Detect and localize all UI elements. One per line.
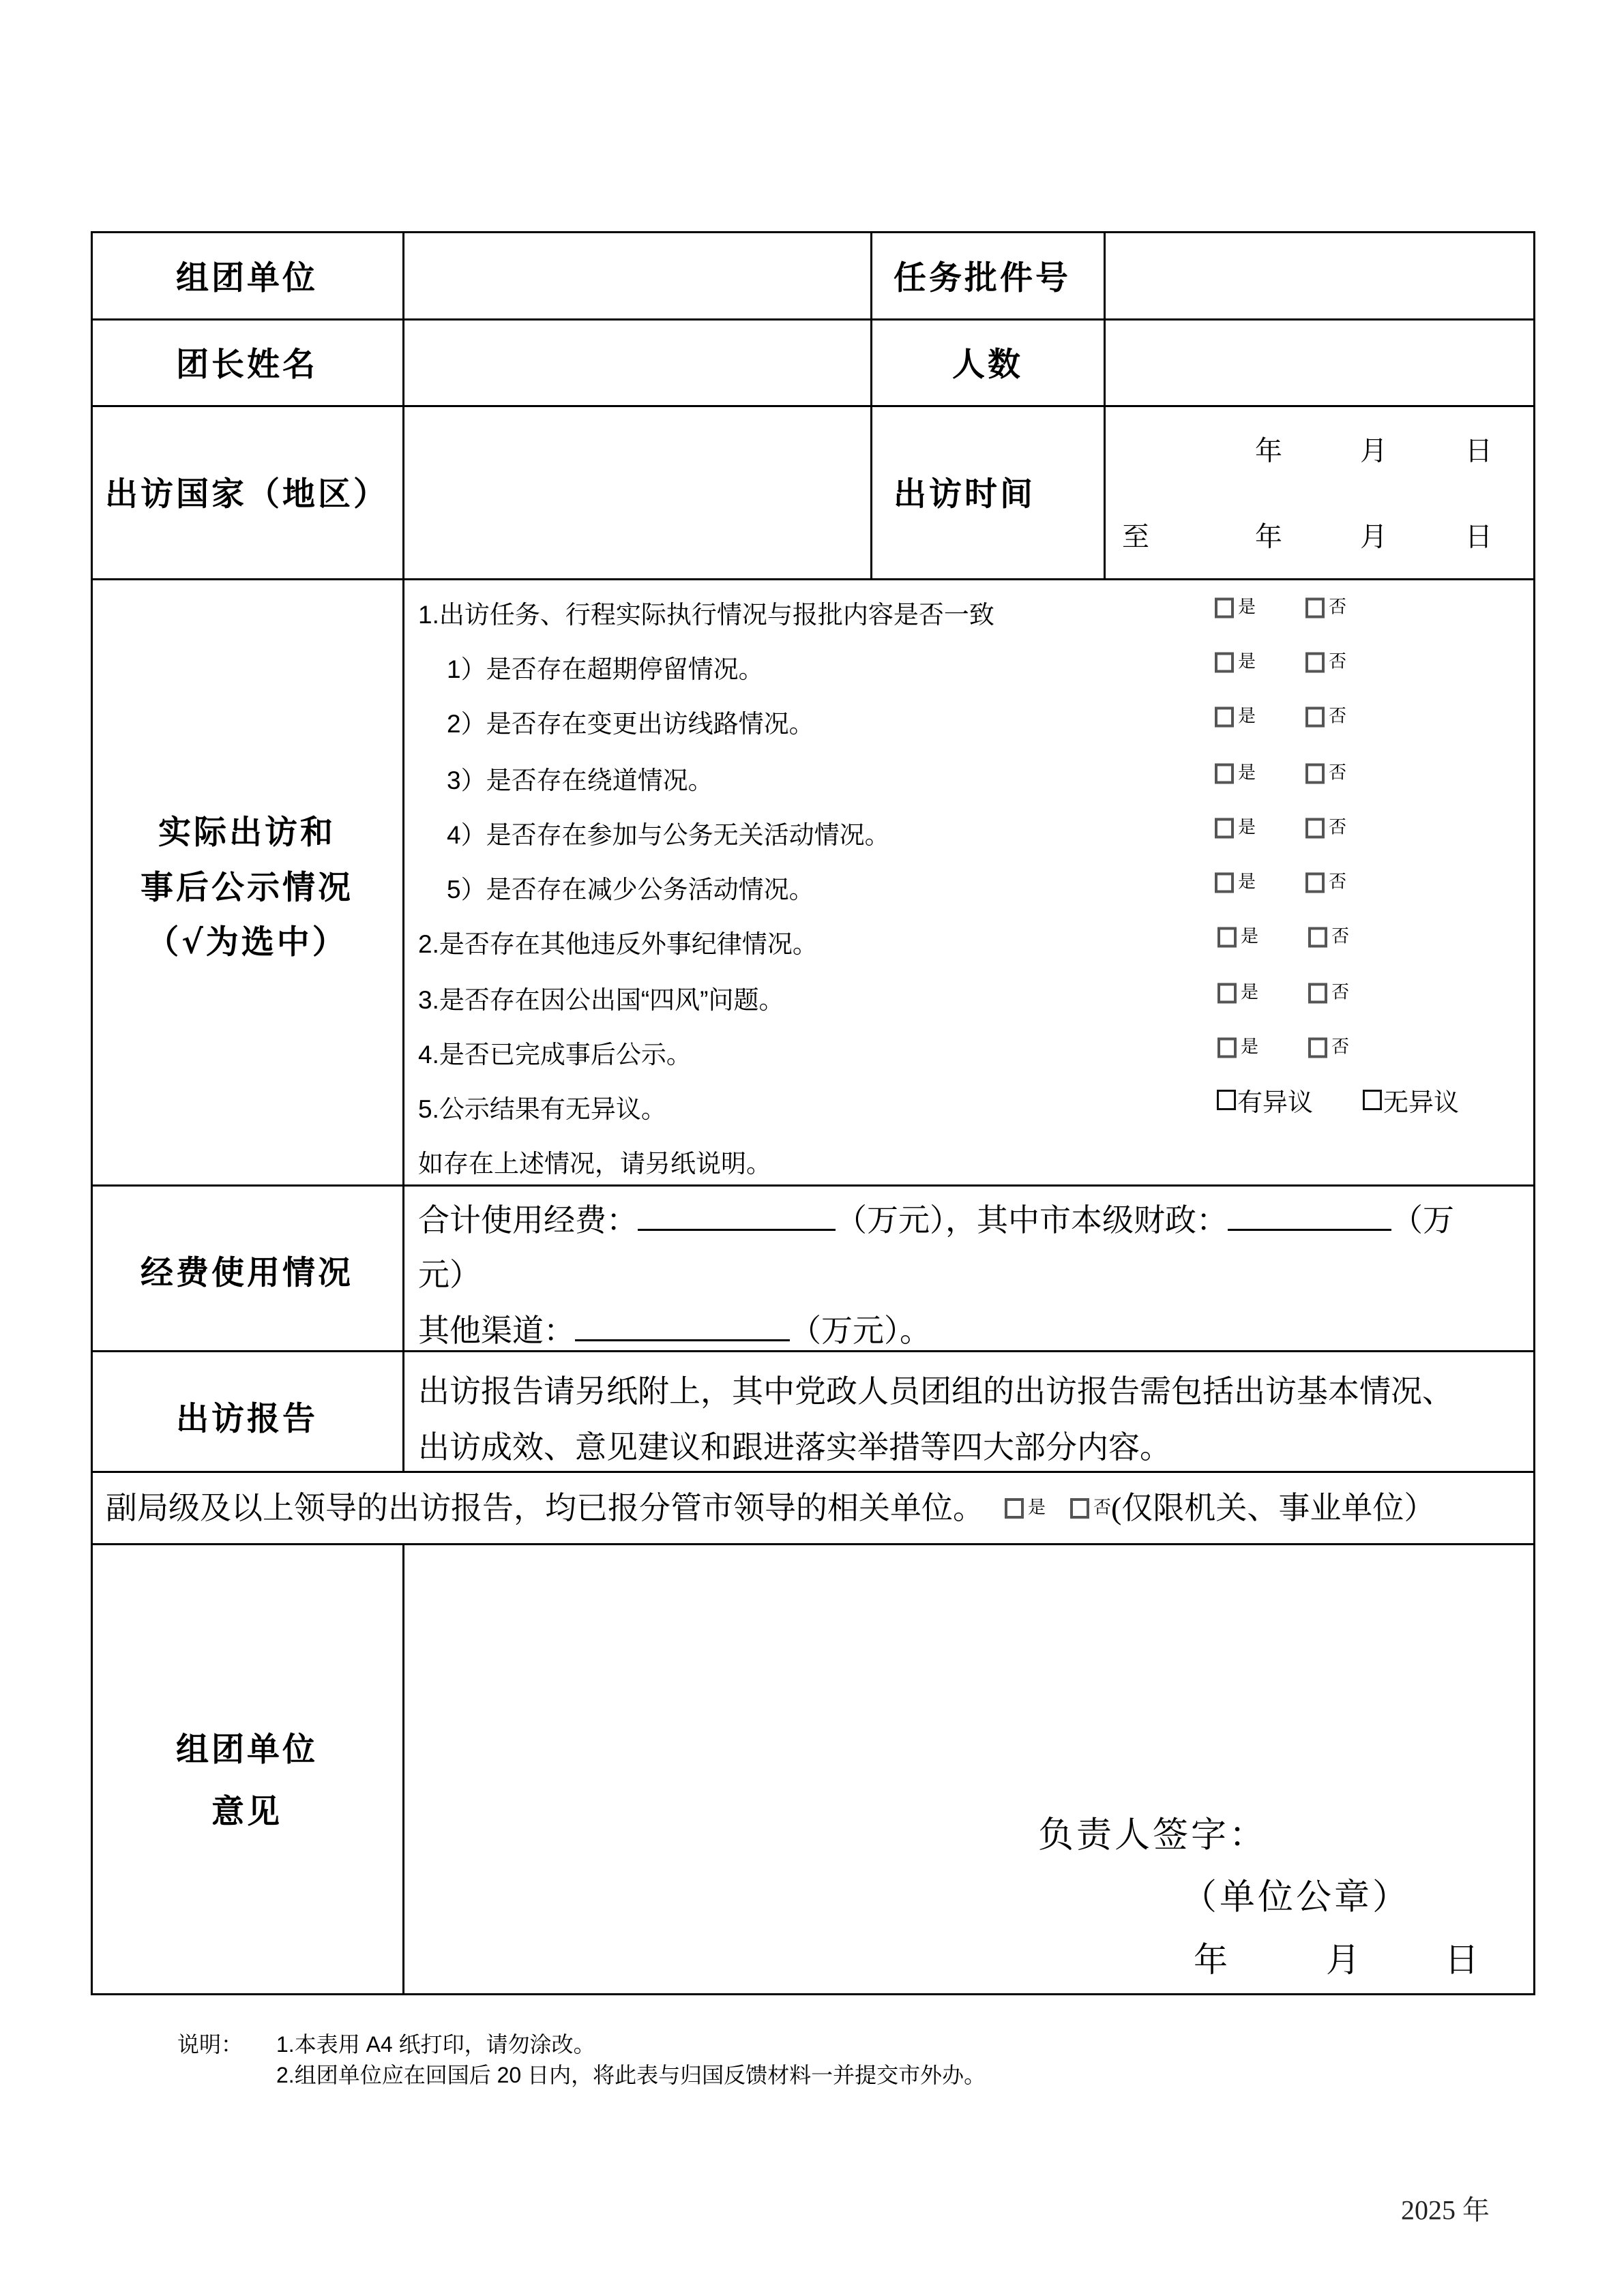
visit-time-label: 出访时间 [893, 475, 1036, 513]
table-border-left [91, 231, 93, 1995]
checklist-item: 4.是否已完成事后公示。 [418, 1041, 692, 1069]
checkbox-icon[interactable] [1308, 983, 1327, 1004]
checkbox-icon[interactable] [1305, 707, 1325, 728]
org-unit-label: 组团单位 [175, 258, 319, 297]
checkbox-icon[interactable] [1215, 598, 1234, 618]
actual-label-line1: 实际出访和 [158, 813, 336, 852]
checklist-item: 如存在上述情况，请另纸说明。 [418, 1150, 771, 1178]
checklist-item: 4）是否存在参加与公务无关活动情况。 [447, 821, 890, 849]
footer-year: 2025 年 [1401, 2194, 1490, 2226]
funds-label: 经费使用情况 [140, 1253, 354, 1292]
checklist-item: 2.是否存在其他违反外事纪律情况。 [418, 930, 818, 958]
checkbox-yes[interactable]: 是 [1217, 979, 1258, 1004]
funds-total-line [418, 1195, 1454, 1240]
sign-day: 日 [1445, 1940, 1479, 1980]
checkbox-no[interactable]: 否 [1308, 979, 1349, 1004]
checkbox-yes[interactable]: 是 [1215, 759, 1256, 784]
checkbox-icon[interactable] [1305, 653, 1325, 673]
checkbox-icon[interactable] [1070, 1498, 1089, 1519]
checkbox-icon[interactable] [1217, 1090, 1236, 1110]
col-divider [402, 1543, 404, 1995]
to-label: 至 [1122, 522, 1149, 552]
funds-total-label: 合计使用经费： [418, 1203, 638, 1238]
funds-other-label: 其他渠道： [418, 1313, 575, 1348]
sign-year: 年 [1194, 1940, 1228, 1980]
checkbox-icon[interactable] [1308, 927, 1327, 948]
checkbox-objection[interactable]: 有异议 [1217, 1082, 1313, 1118]
checkbox-icon[interactable] [1363, 1090, 1382, 1110]
checkbox-icon[interactable] [1217, 983, 1237, 1004]
leader-report-text: 副局级及以上领导的出访报告，均已报分管市领导的相关单位。 [106, 1491, 984, 1525]
checkbox-no[interactable]: 否 [1305, 868, 1346, 893]
sign-month: 月 [1326, 1940, 1360, 1980]
checkbox-icon[interactable] [1305, 598, 1325, 618]
checkbox-icon[interactable] [1305, 873, 1325, 893]
checkbox-no[interactable]: 否 [1305, 702, 1346, 728]
leader-report-line [106, 1483, 1435, 1528]
table-border-right [1533, 231, 1535, 1995]
end-year: 年 [1255, 522, 1282, 552]
checkbox-icon[interactable] [1215, 653, 1234, 673]
checkbox-icon[interactable] [1308, 1038, 1327, 1058]
checkbox-yes[interactable]: 是 [1215, 593, 1256, 618]
col-divider [1104, 231, 1106, 580]
leader-name-label: 团长姓名 [175, 345, 319, 384]
checkbox-icon[interactable] [1215, 873, 1234, 893]
funds-unit-close: 元） [418, 1257, 481, 1292]
row-divider [91, 1543, 1534, 1545]
row-divider [91, 1471, 1534, 1473]
checkbox-no[interactable]: 否 [1305, 648, 1346, 673]
checkbox-icon[interactable] [1215, 707, 1234, 728]
actual-label-line3: （√为选中） [146, 923, 348, 961]
signer-label: 负责人签字： [1038, 1815, 1268, 1856]
checkbox-icon[interactable] [1217, 927, 1237, 948]
col-divider [870, 231, 872, 580]
checklist-item: 2）是否存在变更出访线路情况。 [447, 710, 814, 738]
funds-unit: （万元） [836, 1203, 945, 1238]
checklist-item: 3.是否存在因公出国“四风”问题。 [418, 986, 784, 1014]
notes-line1: 1.本表用 A4 纸打印，请勿涂改。 [276, 2032, 595, 2057]
leader-report-suffix: (仅限机关、事业单位） [1111, 1491, 1436, 1525]
checkbox-no[interactable]: 否 [1308, 1033, 1349, 1058]
checkbox-yes[interactable]: 是 [1215, 814, 1256, 839]
opinion-label-line2: 意见 [211, 1792, 283, 1831]
funds-unit-open: （万 [1391, 1203, 1454, 1238]
col-divider [402, 231, 404, 1473]
checkbox-icon[interactable] [1005, 1498, 1024, 1519]
row-divider [91, 318, 1534, 320]
row-divider [91, 1184, 1534, 1187]
checklist-item: 1.出访任务、行程实际执行情况与报批内容是否一致 [418, 601, 994, 629]
checkbox-no-objection[interactable]: 无异议 [1363, 1082, 1459, 1118]
start-month: 月 [1360, 436, 1387, 466]
seal-label: （单位公章） [1181, 1877, 1411, 1918]
checkbox-yes[interactable]: 是 [1215, 868, 1256, 893]
checkbox-no[interactable]: 否 [1308, 923, 1349, 948]
leader-report-yes[interactable]: 是 [1005, 1493, 1046, 1519]
funds-total-blank[interactable] [638, 1206, 836, 1231]
approval-no-label: 任务批件号 [893, 258, 1072, 297]
headcount-label: 人数 [951, 345, 1024, 384]
notes-line2: 2.组团单位应在回国后 20 日内，将此表与归国反馈材料一并提交市外办。 [276, 2063, 986, 2087]
report-label: 出访报告 [175, 1399, 319, 1438]
checkbox-icon[interactable] [1217, 1038, 1237, 1058]
checklist-item: 5）是否存在减少公务活动情况。 [447, 876, 814, 904]
checkbox-icon[interactable] [1305, 764, 1325, 784]
checkbox-no[interactable]: 否 [1305, 759, 1346, 784]
checkbox-icon[interactable] [1215, 764, 1234, 784]
checkbox-yes[interactable]: 是 [1217, 923, 1258, 948]
notes-label: 说明： [177, 2032, 243, 2057]
opinion-label-line1: 组团单位 [175, 1730, 319, 1769]
row-divider [91, 578, 1534, 580]
actual-label-line2: 事后公示情况 [140, 868, 354, 907]
row-divider [91, 405, 1534, 407]
report-text-line1: 出访报告请另纸附上，其中党政人员团组的出访报告需包括出访基本情况、 [418, 1374, 1453, 1409]
end-month: 月 [1360, 522, 1387, 552]
checkbox-yes[interactable]: 是 [1215, 702, 1256, 728]
checkbox-no[interactable]: 否 [1305, 593, 1346, 618]
funds-other-line [418, 1306, 931, 1351]
checkbox-no[interactable]: 否 [1305, 814, 1346, 839]
country-label: 出访国家（地区） [104, 475, 389, 513]
start-year: 年 [1255, 436, 1282, 466]
checkbox-yes[interactable]: 是 [1217, 1033, 1258, 1058]
checklist-item: 3）是否存在绕道情况。 [447, 766, 713, 794]
checklist-item: 5.公示结果有无异议。 [418, 1095, 666, 1123]
funds-city-blank[interactable] [1228, 1206, 1391, 1231]
checkbox-icon[interactable] [1305, 818, 1325, 839]
checklist-item: 1）是否存在超期停留情况。 [447, 655, 764, 683]
end-day: 日 [1465, 522, 1492, 552]
funds-city-label: ，其中市本级财政： [945, 1203, 1228, 1238]
table-border-top [91, 231, 1534, 233]
table-border-bottom [91, 1993, 1534, 1995]
checkbox-yes[interactable]: 是 [1215, 648, 1256, 673]
start-day: 日 [1465, 436, 1492, 466]
report-text-line2: 出访成效、意见建议和跟进落实举措等四大部分内容。 [418, 1430, 1171, 1465]
funds-other-blank[interactable] [575, 1316, 790, 1341]
checkbox-icon[interactable] [1215, 818, 1234, 839]
leader-report-no[interactable]: 否 [1070, 1493, 1111, 1519]
funds-unit-end: （万元）。 [790, 1313, 931, 1348]
